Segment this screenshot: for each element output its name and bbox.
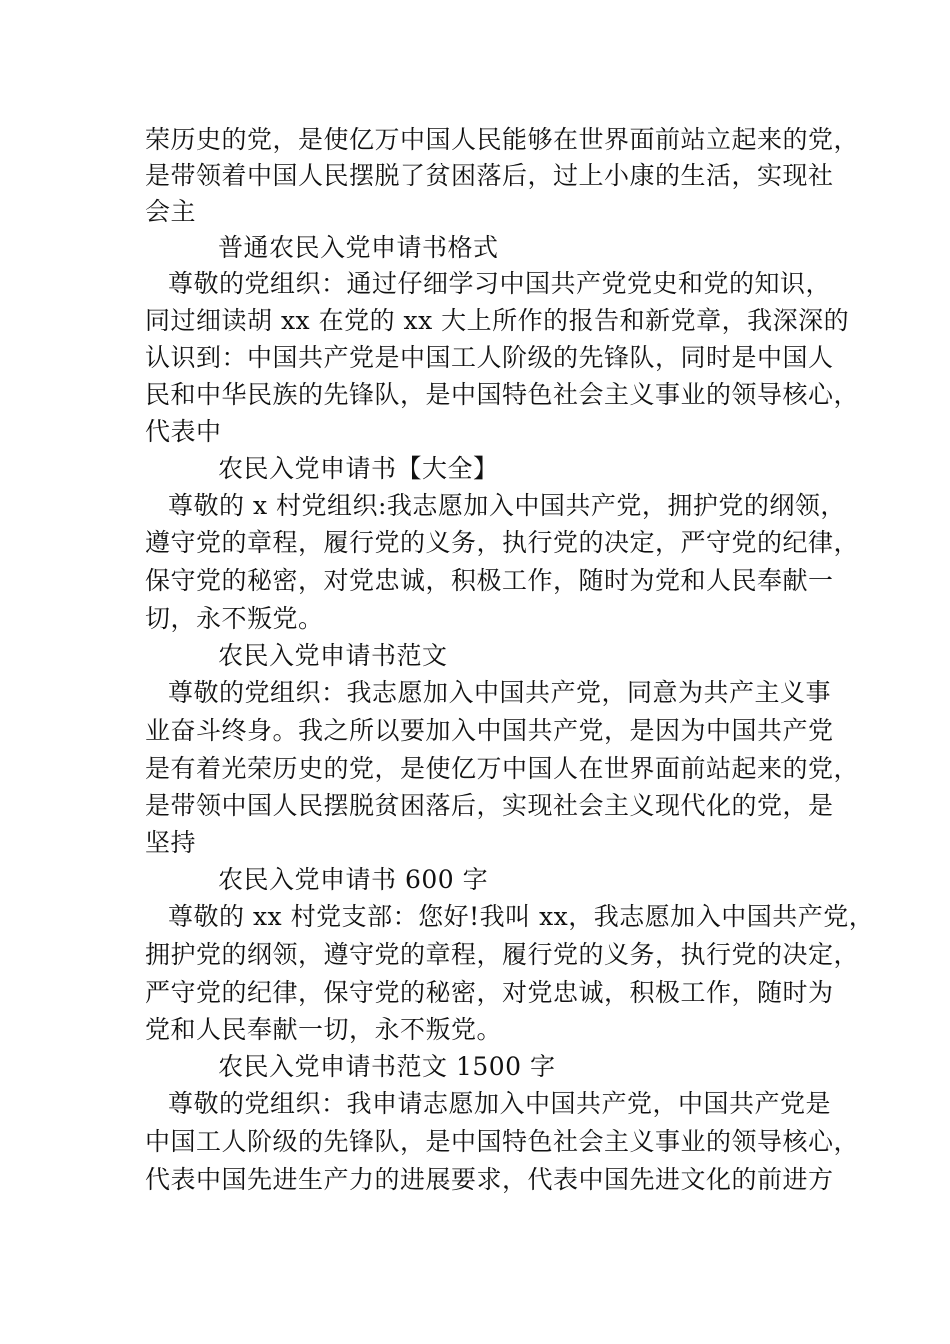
body-line: 保守党的秘密，对党忠诚，积极工作，随时为党和人民奉献一 [145,566,834,595]
body-line: 荣历史的党，是使亿万中国人民能够在世界面前站立起来的党， [145,125,860,154]
paragraph-first-line: 尊敬的党组织：我志愿加入中国共产党，同意为共产主义事 [168,678,832,707]
paragraph-first-line: 尊敬的 x 村党组织:我志愿加入中国共产党，拥护党的纲领， [168,491,846,520]
paragraph-first-line: 尊敬的 xx 村党支部：您好!我叫 xx，我志愿加入中国共产党， [168,902,875,931]
section-heading: 普通农民入党申请书格式 [218,233,499,262]
body-line: 业奋斗终身。我之所以要加入中国共产党，是因为中国共产党 [145,716,834,745]
body-line: 是带领着中国人民摆脱了贫困落后，过上小康的生活，实现社 [145,161,834,190]
section-heading: 农民入党申请书范文 1500 字 [218,1052,556,1081]
body-line: 认识到：中国共产党是中国工人阶级的先锋队，同时是中国人 [145,343,834,372]
body-line: 是带领中国人民摆脱贫困落后，实现社会主义现代化的党，是 [145,791,834,820]
paragraph-first-line: 尊敬的党组织：通过仔细学习中国共产党党史和党的知识， [168,269,832,298]
section-heading: 农民入党申请书 600 字 [218,865,489,894]
body-line: 会主 [145,197,197,226]
body-line: 是有着光荣历史的党，是使亿万中国人在世界面前站起来的党， [145,754,860,783]
paragraph-first-line: 尊敬的党组织：我申请志愿加入中国共产党，中国共产党是 [168,1089,832,1118]
body-line: 切，永不叛党。 [145,604,324,633]
body-line: 代表中 [145,417,222,446]
body-line: 坚持 [145,828,197,857]
body-line: 拥护党的纲领，遵守党的章程，履行党的义务，执行党的决定， [145,940,860,969]
body-line: 民和中华民族的先锋队，是中国特色社会主义事业的领导核心， [145,380,860,409]
body-line: 同过细读胡 xx 在党的 xx 大上所作的报告和新党章，我深深的 [145,306,850,335]
section-heading: 农民入党申请书范文 [218,641,448,670]
section-heading: 农民入党申请书【大全】 [218,454,499,483]
body-line: 代表中国先进生产力的进展要求，代表中国先进文化的前进方 [145,1165,834,1194]
body-line: 遵守党的章程，履行党的义务，执行党的决定，严守党的纪律， [145,528,860,557]
body-line: 严守党的纪律，保守党的秘密，对党忠诚，积极工作，随时为 [145,978,834,1007]
body-line: 中国工人阶级的先锋队，是中国特色社会主义事业的领导核心， [145,1127,860,1156]
body-line: 党和人民奉献一切，永不叛党。 [145,1015,503,1044]
